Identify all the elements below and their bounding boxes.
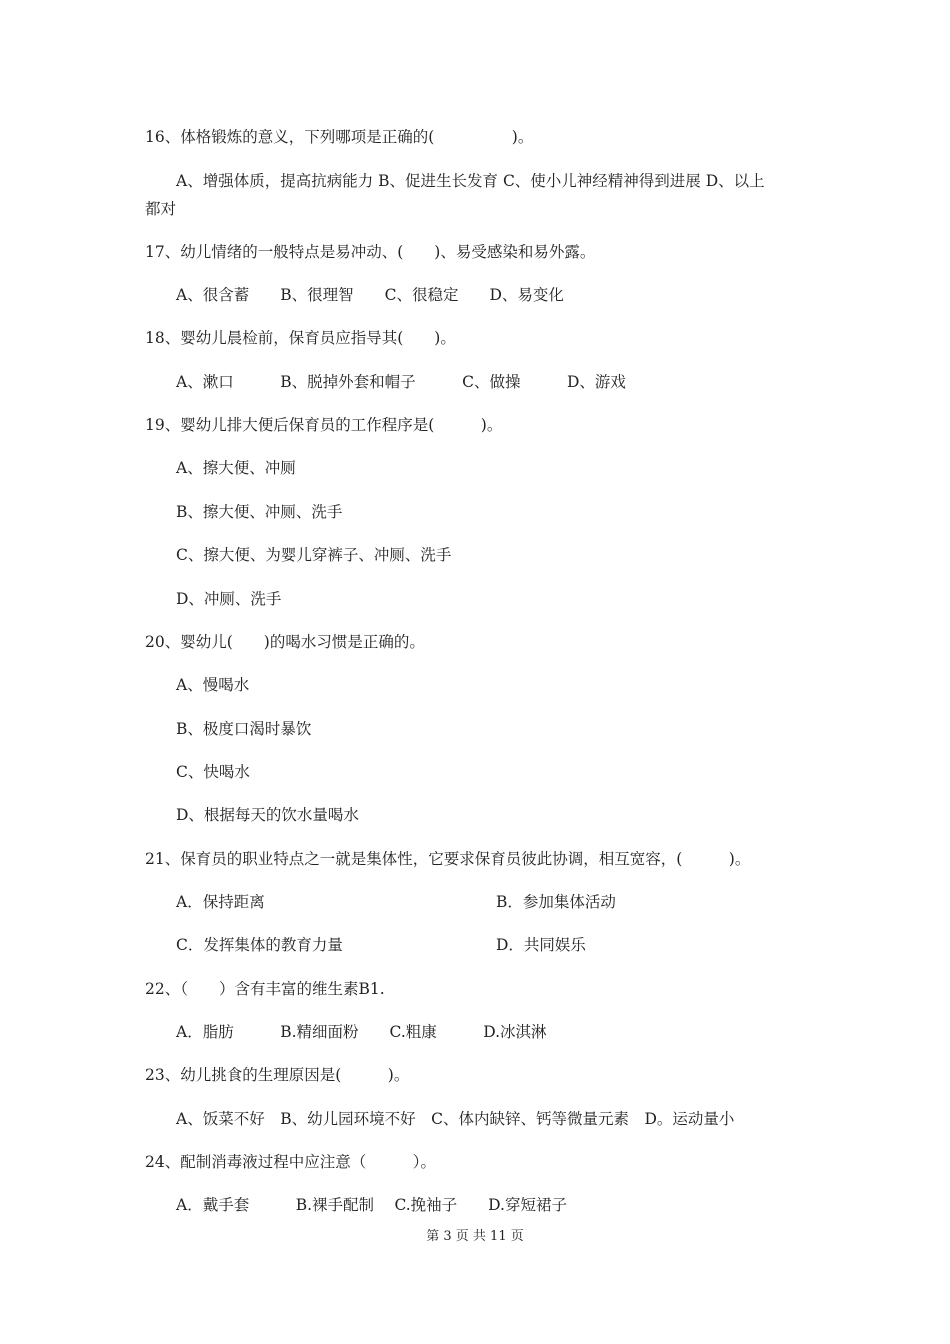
question-16-options: A、增强体质，提高抗病能力 B、促进生长发育 C、使小儿神经精神得到进展 D、以上	[176, 172, 765, 190]
question-21-option-b: B．参加集体活动	[496, 893, 616, 911]
question-23-options: A、饭菜不好 B、幼儿园环境不好 C、体内缺锌、钙等微量元素 D。运动量小	[176, 1110, 735, 1128]
question-21-option-d: D．共同娱乐	[496, 936, 586, 954]
question-20-option-a: A、慢喝水	[176, 676, 250, 694]
question-16-stem: 16、体格锻炼的意义，下列哪项是正确的( )。	[145, 128, 534, 146]
question-21-option-c: C．发挥集体的教育力量	[176, 936, 343, 954]
question-21-option-a: A．保持距离	[176, 893, 265, 911]
question-19-stem: 19、婴幼儿排大便后保育员的工作程序是( )。	[145, 416, 503, 434]
question-17-stem: 17、幼儿情绪的一般特点是易冲动、( )、易受感染和易外露。	[145, 243, 596, 261]
question-18-stem: 18、婴幼儿晨检前，保育员应指导其( )。	[145, 329, 456, 347]
question-16-options-continued: 都对	[145, 200, 177, 218]
question-22-options: A．脂肪 B.精细面粉 C.粗康 D.冰淇淋	[176, 1023, 547, 1041]
question-21-stem: 21、保育员的职业特点之一就是集体性，它要求保育员彼此协调，相互宽容，( )。	[145, 850, 751, 868]
question-24-stem: 24、配制消毒液过程中应注意（ ）。	[145, 1153, 436, 1171]
question-18-options: A、漱口 B、脱掉外套和帽子 C、做操 D、游戏	[176, 373, 626, 391]
question-20-option-c: C、快喝水	[176, 763, 250, 781]
question-19-option-c: C、擦大便、为婴儿穿裤子、冲厕、洗手	[176, 546, 452, 564]
page-number-footer: 第 3 页 共 11 页	[426, 1229, 524, 1244]
question-24-options: A．戴手套 B.裸手配制 C.挽袖子 D.穿短裙子	[176, 1196, 567, 1214]
question-20-stem: 20、婴幼儿( )的喝水习惯是正确的。	[145, 633, 425, 651]
question-22-stem: 22、（ ）含有丰富的维生素B1.	[145, 980, 385, 998]
question-19-option-b: B、擦大便、冲厕、洗手	[176, 503, 343, 521]
question-19-option-d: D、冲厕、洗手	[176, 590, 282, 608]
question-17-options: A、很含蓄 B、很理智 C、很稳定 D、易变化	[176, 286, 564, 304]
question-23-stem: 23、幼儿挑食的生理原因是( )。	[145, 1066, 410, 1084]
question-20-option-d: D、根据每天的饮水量喝水	[176, 806, 359, 824]
question-19-option-a: A、擦大便、冲厕	[176, 459, 296, 477]
question-20-option-b: B、极度口渴时暴饮	[176, 720, 312, 738]
